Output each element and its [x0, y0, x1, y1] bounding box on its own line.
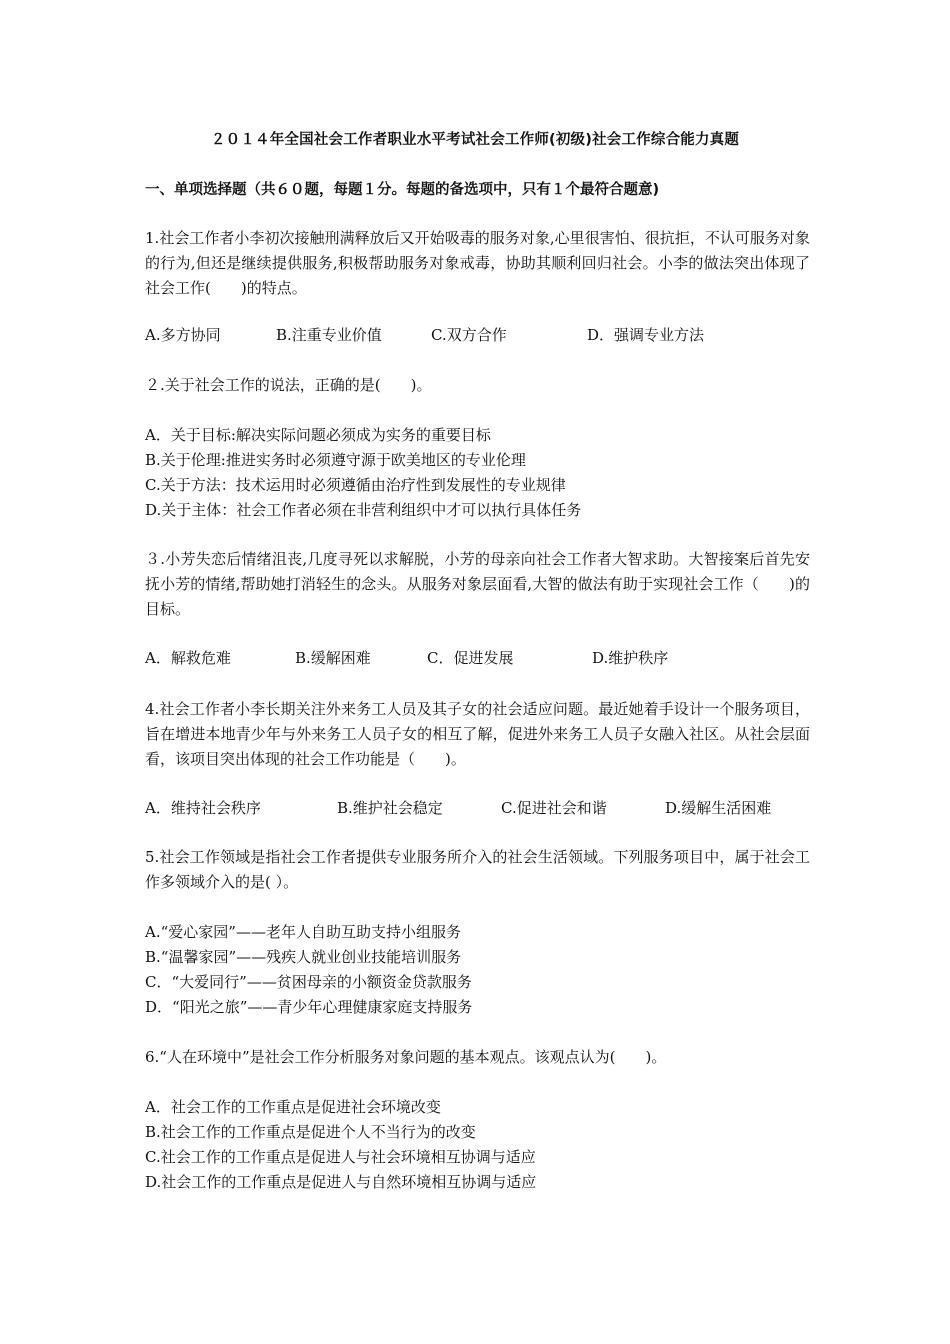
question-1-option-c: C.双方合作: [431, 326, 507, 344]
question-5-option-c: C．“大爱同行”——贫困母亲的小额资金贷款服务: [145, 973, 472, 991]
question-6-option-a: A．社会工作的工作重点是促进社会环境改变: [145, 1098, 441, 1116]
question-4-stem: 4.社会工作者小李长期关注外来务工人员及其子女的社会适应问题。最近她着手设计一个服务项目，旨在增进本地青少年与外来务工人员子女的相互了解，促进外来务工人员子女融入社区。从社会层面看，该项目突出体现的社会工作功能是（ )。: [145, 700, 810, 768]
question-4-option-a: A．维持社会秩序: [145, 799, 261, 817]
question-1-stem: 1.社会工作者小李初次接触刑满释放后又开始吸毒的服务对象,心里很害怕、很抗拒，不认可服务对象的行为,但还是继续提供服务,积极帮助服务对象戒毒，协助其顺利回归社会。小李的做法突出体现了社会工作( )的特点。: [145, 229, 810, 297]
section-heading: 一、单项选择题（共６０题，每题１分。每题的备选项中，只有１个最符合题意): [145, 182, 660, 198]
question-3-option-d: D.维护秩序: [592, 649, 669, 667]
question-6-option-b: B.社会工作的工作重点是促进个人不当行为的改变: [145, 1123, 476, 1141]
question-6-option-c: C.社会工作的工作重点是促进人与社会环境相互协调与适应: [145, 1148, 536, 1166]
question-2-option-b: B.关于伦理:推进实务时必须遵守源于欧美地区的专业伦理: [145, 451, 526, 469]
question-5-option-d: D．“阳光之旅”——青少年心理健康家庭支持服务: [145, 998, 473, 1016]
document-title: ２０１４年全国社会工作者职业水平考试社会工作师(初级)社会工作综合能力真题: [210, 132, 740, 148]
question-3-option-a: A．解救危难: [145, 649, 231, 667]
question-2-stem: ２.关于社会工作的说法，正确的是( )。: [145, 376, 432, 394]
question-3-option-c: C．促进发展: [427, 649, 514, 667]
question-3-option-b: B.缓解困难: [295, 649, 371, 667]
question-2-option-d: D.关于主体：社会工作者必须在非营利组织中才可以执行具体任务: [145, 501, 582, 519]
question-4-option-b: B.维护社会稳定: [337, 799, 443, 817]
question-1-option-d: D．强调专业方法: [587, 326, 705, 344]
question-5-option-b: B.“温馨家园”——残疾人就业创业技能培训服务: [145, 948, 462, 966]
question-5-stem: 5.社会工作领域是指社会工作者提供专业服务所介入的社会生活领域。下列服务项目中，属于社会工作多领域介入的是( ）。: [145, 848, 810, 891]
question-5-option-a: A.“爱心家园”——老年人自助互助支持小组服务: [145, 923, 461, 941]
question-1-option-b: B.注重专业价值: [276, 326, 382, 344]
question-4-option-d: D.缓解生活困难: [665, 799, 772, 817]
question-6-stem: 6.“人在环境中”是社会工作分析服务对象问题的基本观点。该观点认为( )。: [145, 1048, 667, 1066]
question-6-option-d: D.社会工作的工作重点是促进人与自然环境相互协调与适应: [145, 1173, 537, 1191]
question-4-option-c: C.促进社会和谐: [501, 799, 607, 817]
question-2-option-a: A．关于目标:解决实际问题必须成为实务的重要目标: [145, 426, 491, 444]
question-3-stem: ３.小芳失恋后情绪沮丧,几度寻死以求解脱，小芳的母亲向社会工作者大智求助。大智接案后首先安抚小芳的情绪,帮助她打消轻生的念头。从服务对象层面看,大智的做法有助于实现社会工作（ )的目标。: [145, 550, 810, 618]
question-1-option-a: A.多方协同: [145, 326, 221, 344]
question-2-option-c: C.关于方法：技术运用时必须遵循由治疗性到发展性的专业规律: [145, 476, 566, 494]
